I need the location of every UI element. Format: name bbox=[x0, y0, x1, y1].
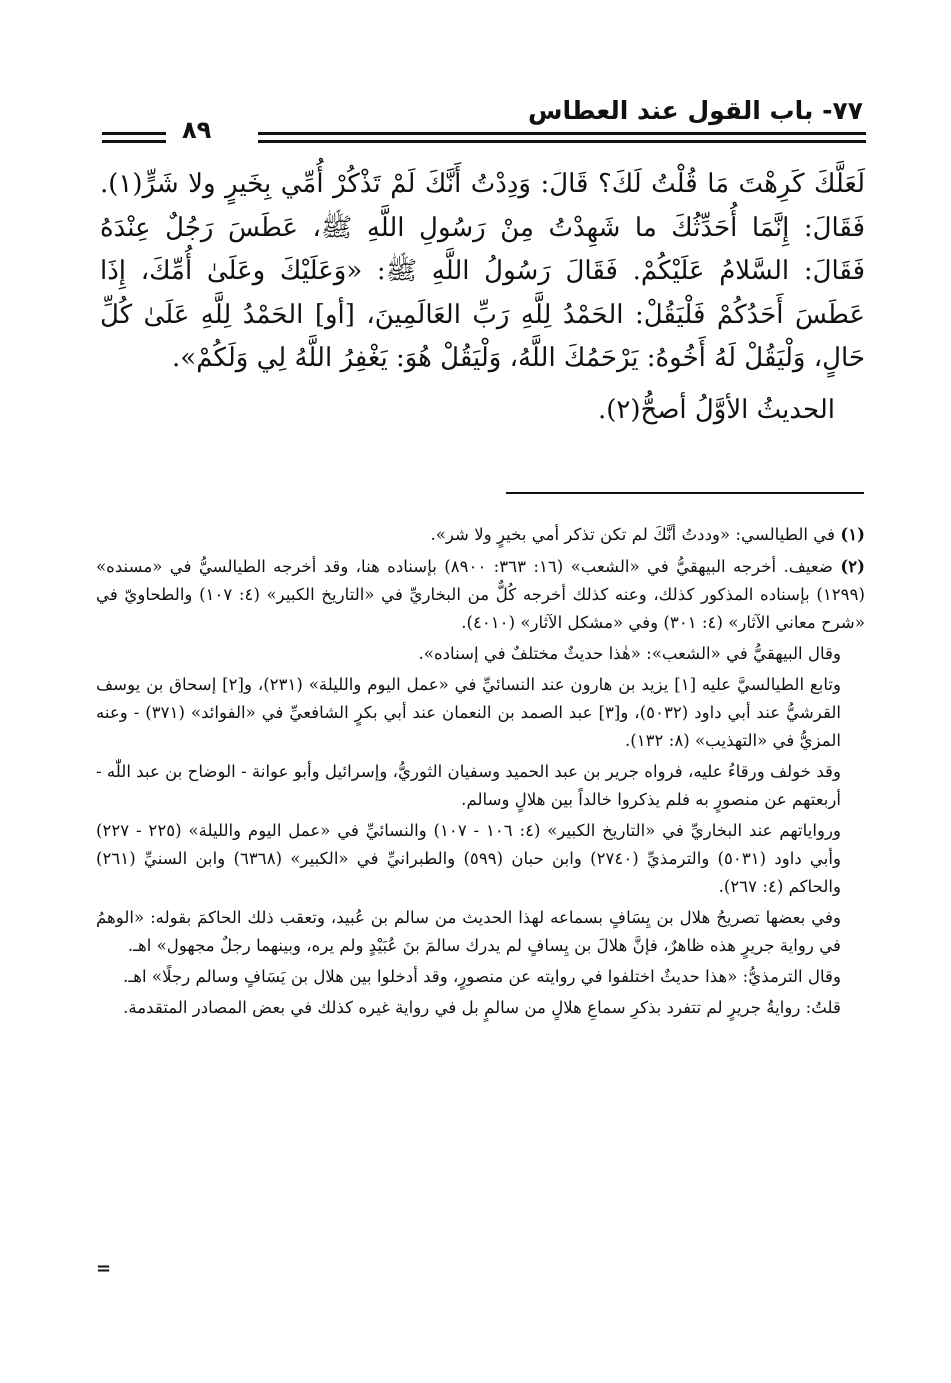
header-rule-short-top bbox=[102, 132, 166, 135]
footnote-paragraph: وقد خولف ورقاءُ عليه، فرواه جرير بن عبد الحميد وسفيان الثوريُّ، وإسرائيل وأبو عوانة - الوضاح بن عبد اللّٰه - أربعتهم عن منصورٍ به فلم يذكروا خالداً بين هلالٍ وسالم. bbox=[96, 762, 841, 809]
footnote-paragraph: وفي بعضها تصريحُ هلال بن يِسَافٍ بسماعه لهذا الحديث من سالم بن عُبيد، وتعقب ذلك الحاكمَ بقوله: «الوهمُ في رواية جريرٍ هذه ظاهرٌ، فإنَّ هلالَ بن يِسافٍ لم يدرك سالمَ بنَ عُبَيْدٍ ولم يره، وبينهما رجلٌ مجهول» اهـ. bbox=[96, 908, 841, 955]
footnote-paragraph: وقال البيهقيُّ في «الشعب»: «هٰذا حديثٌ مختلفٌ في إسناده». bbox=[418, 644, 841, 663]
continuation-mark: = bbox=[96, 1258, 112, 1279]
main-text bbox=[100, 163, 865, 432]
page-number: ٨٩ bbox=[182, 116, 212, 144]
header-rule-long-bottom bbox=[258, 140, 866, 143]
footnote-paragraph: وتابع الطيالسيَّ عليه [١] يزيد بن هارون عند النسائيِّ في «عمل اليوم والليلة» (٢٣١)، و[٢] إسحاق بن يوسف القرشيُّ عند أبي داود (٥٠٣٢)، و[٣] عبد الصمد بن النعمان عند أبي بكرٍ الشافعيِّ في «الفوائد» (٣٧١) - وعنه المزيُّ في «التهذيب» (٨: ١٣٢). bbox=[96, 675, 842, 750]
footnote-paragraph: ورواياتهم عند البخاريِّ في «التاريخ الكبير» (٤: ١٠٦ - ١٠٧) والنسائيِّ في «عمل اليوم والليلة» (٢٢٥ - ٢٢٧) وأبي داود (٥٠٣١) والترمذيِّ (٢٧٤٠) وابن حبان (٥٩٩) والطبرانيِّ في «الكبير» (٦٣٦٨) وابن السنيِّ (٢٦١) والحاكم (٤: ٢٦٧). bbox=[96, 821, 842, 896]
chapter-title: ٧٧- باب القول عند العطاس bbox=[528, 96, 863, 125]
footnote-divider bbox=[506, 492, 864, 494]
footnote-text: في الطيالسي: «وددتُ أنَّكَ لم تكن تذكر أمي بخيرٍ ولا شر». bbox=[430, 525, 836, 544]
footnote bbox=[96, 552, 865, 637]
main-closing-line: الحديثُ الأوَّلُ أصحُّ(٢). bbox=[598, 394, 835, 425]
header-rule-long-top bbox=[258, 132, 866, 135]
footnote bbox=[96, 520, 865, 549]
footnotes bbox=[96, 520, 865, 1025]
footnote-text: ضعيف. أخرجه البيهقيُّ في «الشعب» (١٦: ٣٦٣: ٨٩٠٠) بإسناده هنا، وقد أخرجه الطيالسيُّ في «مسنده» (١٢٩٩) بإسناده المذكور كذلك، وعنه كذلك أخرجه كُلٌّ من البخاريِّ في «التاريخ الكبير» (٤: ١٠٧) والطحاويّ في «شرح معاني الآثار» (٤: ٣٠١) وفي «مشكل الآثار» (٤٠١٠). bbox=[96, 557, 865, 632]
footnote-paragraph: وقال الترمذيُّ: «هذا حديثٌ اختلفوا في روايته عن منصورٍ، وقد أدخلوا بين هلال بن يَسَافٍ وسالم رجلًا» اهـ. bbox=[123, 967, 841, 986]
footnote-number: (٢) bbox=[840, 556, 865, 576]
footnote-number: (١) bbox=[840, 524, 865, 544]
footnote-paragraph: قلتُ: روايةُ جريرٍ لم تتفرد بذكرِ سماعِ هلالٍ من سالمٍ بل في رواية غيره كذلك في بعض المصادر المتقدمة. bbox=[123, 998, 841, 1017]
main-paragraph: لَعَلَّكَ كَرِهْتَ مَا قُلْتُ لَكَ؟ قَالَ: وَدِدْتُ أَنَّكَ لَمْ تَذْكُرْ أُمِّي بِخَيرٍ ولا شَرٍّ(١). فَقَالَ: إِنَّمَا أُحَدِّثُكَ ما شَهِدْتُ مِنْ رَسُولِ اللَّهِ ﷺ، عَطَسَ رَجُلٌ عِنْدَهُ فَقَالَ: السَّلامُ عَلَيْكُمْ. فَقَالَ رَسُولُ اللَّهِ ﷺ: «وَعَلَيْكَ وعَلَىٰ أُمِّكَ، إِذَا عَطَسَ أَحَدُكُمْ فَلْيَقُلْ: الحَمْدُ لِلَّهِ رَبِّ العَالَمِينَ، [أو] الحَمْدُ لِلَّهِ عَلَىٰ كُلِّ حَالٍ، وَلْيَقُلْ لَهُ أَخُوهُ: يَرْحَمُكَ اللَّهُ، وَلْيَقُلْ هُوَ: يَغْفِرُ اللَّهُ لِي وَلَكُمْ». bbox=[100, 169, 865, 373]
header-rule-short-bottom bbox=[102, 140, 166, 143]
